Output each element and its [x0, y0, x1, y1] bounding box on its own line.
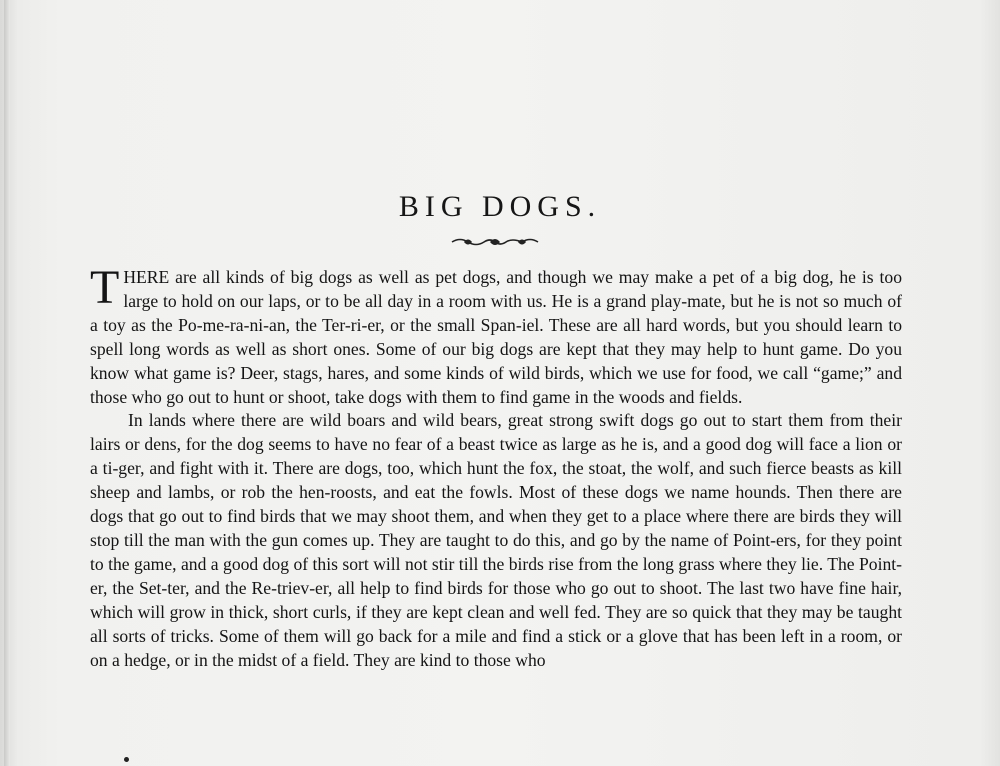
page-spine-shadow — [4, 0, 10, 766]
paragraph-2: In lands where there are wild boars and wild bears, great strong swift dogs go out to start them from their lairs or dens, for the dog seems to have no fear of a beast twice as large as he is, and a good dog will face a lion or a ti-ger, and fight with it. There are dogs, too, which hunt the fox, the stoat, the wolf, and such fierce beasts as kill sheep and lambs, or rob the hen-roosts, and eat the fowls. Most of these dogs we name hounds. Then there are dogs that go out to find birds that we may shoot them, and when they get to a place where there are birds they will stop till the man with the gun comes up. They are taught to do this, and go by the name of Point-ers, for they point to the game, and a good dog of this sort will not stir till the birds rise from the long grass where they lie. The Point-er, the Set-ter, and the Re-triev-er, all help to find birds for those who go out to shoot. The last two have fine hair, which will grow in thick, short curls, if they are kept clean and well fed. They are so quick that they may be taught all sorts of tricks. Some of them will go back for a mile and find a stick or a glove that has been left in a room, or on a hedge, or in the midst of a field. They are kind to those who — [90, 410, 902, 670]
decorative-scroll-icon — [450, 235, 540, 249]
body-text — [90, 261, 902, 672]
paragraph-1-text: HERE are all kinds of big dogs as well as pet dogs, and though we may make a pet of a big dog, he is too large to hold on our laps, or to be all day in a room with us. He is a grand play-mate, but he is not so much of a toy as the Po-me-ra-ni-an, the Ter-ri-er, or the small Span-iel. These are all hard words, but you should learn to spell long words as well as short ones. Some of our big dogs are kept that they may help to hunt game. Do you know what game is? Deer, stags, hares, and some kinds of wild birds, which we use for food, we call “game;” and those who go out to hunt or shoot, take dogs with them to find game in the woods and fields. — [90, 267, 902, 407]
paragraph-1 — [90, 261, 902, 409]
paper-speck — [124, 757, 129, 762]
page-title: BIG DOGS. — [398, 190, 602, 223]
drop-cap: T — [90, 261, 120, 314]
